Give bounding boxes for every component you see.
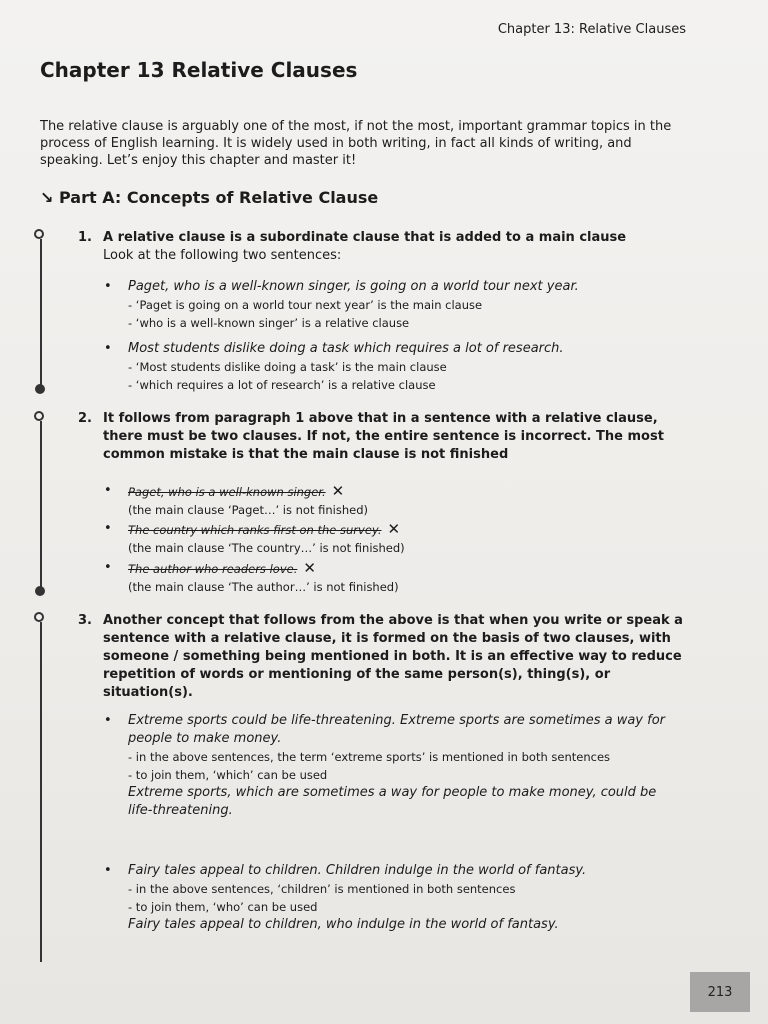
example-note: - to join them, ‘who’ can be used: [128, 900, 318, 914]
incorrect-note: (the main clause ‘Paget…’ is not finished): [128, 503, 368, 517]
struck-sentence: The country which ranks first on the survey.: [128, 523, 382, 537]
combined-sentence: Fairy tales appeal to children, who indulge in the world of fantasy.: [128, 917, 559, 932]
incorrect-example: [104, 482, 684, 519]
example-sentence: Most students dislike doing a task which requires a lot of research.: [128, 341, 564, 356]
list-item-1: [78, 229, 690, 265]
incorrect-note: (the main clause ‘The country…’ is not finished): [128, 541, 405, 555]
example-note: - in the above sentences, ‘children’ is mentioned in both sentences: [128, 882, 516, 896]
example-note: - ‘who is a well-known singer’ is a relative clause: [128, 316, 410, 330]
item-heading: Another concept that follows from the above is that when you write or speak a sentence with a relative clause, it is formed on the basis of two clauses, with someone / something being mentioned in both. It is an effective way to reduce repetition of words or mentioning of the same person(s), thing(s), or situation(s).: [103, 613, 683, 700]
item-number: 2.: [78, 411, 92, 426]
example-bullet: [104, 862, 684, 934]
incorrect-note: (the main clause ‘The author…’ is not finished): [128, 580, 399, 594]
bullet-icon: •: [104, 863, 112, 878]
page-number-tab: 213: [690, 972, 750, 1012]
list-item-2: [78, 410, 690, 464]
timeline-start-icon: [34, 229, 44, 239]
example-note: - ‘Most students dislike doing a task’ is the main clause: [128, 360, 447, 374]
example-note: - in the above sentences, the term ‘extreme sports’ is mentioned in both sentences: [128, 750, 611, 764]
timeline-line: [40, 421, 42, 591]
incorrect-example: [104, 559, 684, 596]
bullet-icon: •: [104, 341, 112, 356]
struck-sentence: The author who readers love.: [128, 562, 298, 576]
item-heading: A relative clause is a subordinate clause that is added to a main clause: [103, 230, 627, 245]
intro-paragraph: The relative clause is arguably one of the most, if not the most, important grammar topics in the process of English learning. It is widely used in both writing, in fact all kinds of writing, and speaking. Let’s enjoy this chapter and master it!: [40, 119, 672, 168]
bullet-icon: •: [104, 521, 112, 536]
part-heading: [40, 188, 378, 207]
example-note: - ‘Paget is going on a world tour next year’ is the main clause: [128, 298, 483, 312]
cross-icon: ✕: [387, 520, 401, 538]
part-heading-text: Part A: Concepts of Relative Clause: [58, 188, 379, 207]
timeline-start-icon: [34, 612, 44, 622]
arrow-icon: ↘: [40, 188, 54, 207]
example-sentence: Extreme sports could be life-threatening. Extreme sports are sometimes a way for people to make money.: [128, 713, 665, 746]
item-number: 3.: [78, 613, 92, 628]
example-bullet: [104, 278, 684, 332]
example-sentence: Paget, who is a well-known singer, is going on a world tour next year.: [128, 279, 579, 294]
timeline-start-icon: [34, 411, 44, 421]
bullet-icon: •: [104, 560, 112, 575]
struck-sentence: Paget, who is a well-known singer.: [128, 485, 326, 499]
cross-icon: ✕: [331, 482, 345, 500]
cross-icon: ✕: [303, 559, 316, 577]
combined-sentence: Extreme sports, which are sometimes a way for people to make money, could be life-threatening.: [128, 785, 657, 818]
example-bullet: [104, 340, 684, 394]
bullet-icon: •: [104, 279, 112, 294]
item-number: 1.: [78, 230, 92, 245]
running-header: Chapter 13: Relative Clauses: [497, 22, 686, 37]
timeline-line: [40, 622, 42, 962]
example-note: - ‘which requires a lot of research’ is a relative clause: [128, 378, 436, 392]
example-note: - to join them, ‘which’ can be used: [128, 768, 328, 782]
timeline-end-icon: [35, 586, 45, 596]
item-heading: It follows from paragraph 1 above that in a sentence with a relative clause, there must be two clauses. If not, the entire sentence is incorrect. The most common mistake is that the main clause is not finished: [103, 411, 664, 462]
incorrect-example: [104, 520, 684, 557]
example-sentence: Fairy tales appeal to children. Children indulge in the world of fantasy.: [128, 863, 587, 878]
item-subtext: Look at the following two sentences:: [103, 248, 342, 263]
timeline-end-icon: [35, 384, 45, 394]
bullet-icon: •: [104, 713, 112, 728]
chapter-title: Chapter 13 Relative Clauses: [40, 58, 358, 82]
example-bullet: [104, 712, 684, 820]
list-item-3: [78, 612, 690, 702]
timeline-line: [40, 239, 42, 389]
bullet-icon: •: [104, 483, 112, 498]
